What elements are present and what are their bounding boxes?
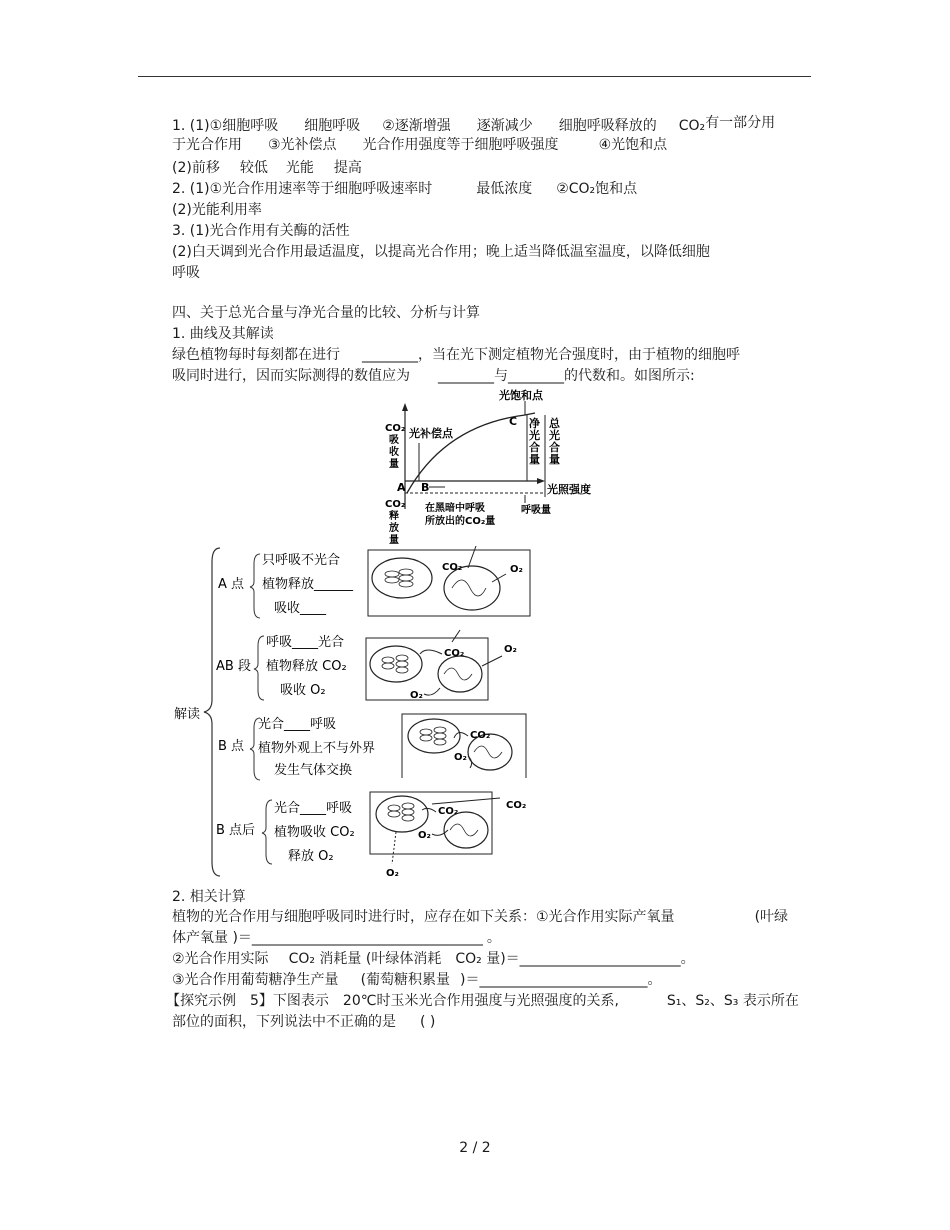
a-o2: O₂ <box>510 564 523 575</box>
answer-line-7 <box>172 243 710 261</box>
header-rule <box>138 76 811 77</box>
text: 20℃时玉米光合作用强度与光照强度的关系, <box>342 993 619 1009</box>
text: 与 <box>494 368 508 384</box>
y-top-2: 收 <box>389 447 399 458</box>
subheading-curve <box>172 325 274 343</box>
ab-line-2: 植物释放 CO₂ <box>266 659 347 674</box>
text: ④光饱和点 <box>598 137 668 153</box>
text: 光合作用强度等于细胞呼吸强度 <box>362 137 559 153</box>
total-1: 光 <box>549 429 560 442</box>
ab-o2-in: O₂ <box>410 690 423 701</box>
text: 提高 <box>333 160 362 176</box>
blank: ________ <box>438 368 494 384</box>
text: 逐渐减少 <box>476 118 533 134</box>
bafter-name: B 点后 <box>216 823 256 838</box>
text: 。 <box>680 951 695 967</box>
bafter-mitochondrion <box>444 812 488 848</box>
text: ( ) <box>420 1014 436 1030</box>
calc-line-1 <box>172 908 788 926</box>
bafter-grana <box>388 803 414 821</box>
text: 较低 <box>239 160 268 176</box>
ab-co2: CO₂ <box>444 648 465 659</box>
answer-line-4 <box>172 180 637 198</box>
ab-up-arrow <box>452 630 460 642</box>
y-bot-1: 释 <box>389 511 399 522</box>
text: 细胞呼吸释放的 <box>558 118 657 134</box>
text: 2. 相关计算 <box>172 889 246 905</box>
blank: ________ <box>362 347 418 363</box>
a-co2: CO₂ <box>442 562 463 573</box>
calc-line-2 <box>172 929 501 947</box>
bafter-cristae <box>450 824 478 836</box>
total-label <box>549 416 564 466</box>
blank: ________ <box>508 368 564 384</box>
ab-cristae <box>444 668 472 680</box>
text: (葡萄糖积累量 <box>360 972 451 988</box>
net-0: 净 <box>529 417 540 430</box>
bafter-co2-out: CO₂ <box>506 800 527 811</box>
answer-line-5 <box>172 201 262 219</box>
text: 1. 曲线及其解读 <box>172 326 274 342</box>
interpretation-diagram <box>170 542 540 882</box>
y-top-3: 量 <box>389 459 399 470</box>
net-3: 量 <box>529 453 540 466</box>
y-bot-3: 量 <box>389 535 399 545</box>
total-0: 总 <box>549 417 560 430</box>
a-line-1: 只呼吸不光合 <box>262 553 341 568</box>
bafter-chloroplast <box>376 796 428 832</box>
a-chloroplast <box>372 558 432 598</box>
bafter-brace <box>262 800 272 864</box>
y-top-1: 吸 <box>389 435 399 446</box>
ab-line-3: 吸收 O₂ <box>280 683 326 698</box>
ab-o2-out: O₂ <box>504 644 517 655</box>
text: 有一部分用 <box>705 115 776 131</box>
a-line-2: 植物释放______ <box>262 577 354 592</box>
calc-line-3 <box>172 950 695 968</box>
text: S₁、S₂、S₃ 表示所在 <box>666 993 799 1009</box>
text: 植物的光合作用与细胞呼吸同时进行时，应存在如下关系：①光合作用实际产氧量 <box>172 909 675 925</box>
text: (2)前移 <box>172 160 220 176</box>
saturation-label: 光饱和点 <box>499 389 543 402</box>
page-number: 2 / 2 <box>459 1140 491 1156</box>
net-2: 合 <box>529 441 540 454</box>
bafter-o2-out: O₂ <box>386 868 399 879</box>
answer-line-8 <box>172 264 200 282</box>
text: 四、关于总光合量与净光合量的比较、分析与计算 <box>172 305 480 321</box>
paragraph-line-1 <box>172 346 740 364</box>
text: (2)白天调到光合作用最适温度，以提高光合作用；晚上适当降低温室温度，以降低细胞 <box>172 244 710 260</box>
text: ②CO₂饱和点 <box>556 181 638 197</box>
answer-line-6 <box>172 222 350 240</box>
bafter-line-3: 释放 O₂ <box>288 849 334 864</box>
b-grana <box>420 727 446 745</box>
bafter-cell-box <box>370 792 492 854</box>
text: 最低浓度 <box>476 181 533 197</box>
calc-heading <box>172 888 246 906</box>
text: 【探究示例 <box>166 993 236 1009</box>
y-top-0: CO₂ <box>385 423 406 434</box>
b-o2: O₂ <box>454 752 467 763</box>
resp-label: 呼吸量 <box>521 505 551 516</box>
text: 。 <box>486 930 501 946</box>
calc-line-4 <box>172 971 662 989</box>
net-1: 光 <box>529 429 540 442</box>
ab-co2-arrow <box>420 650 442 654</box>
a-line-3: 吸收____ <box>274 601 327 616</box>
b-line-3: 发生气体交换 <box>274 763 353 778</box>
bafter-o2-in: O₂ <box>418 830 431 841</box>
total-2: 合 <box>549 441 560 454</box>
text: CO₂ <box>678 118 706 134</box>
bafter-o2-arrow <box>432 830 448 835</box>
ab-name: AB 段 <box>216 659 251 674</box>
text: )＝ <box>460 972 480 988</box>
ab-mitochondrion <box>438 656 482 692</box>
total-3: 量 <box>549 453 560 466</box>
blank: ________________________ <box>479 972 648 988</box>
interpret-title: 解读 <box>174 707 201 722</box>
a-grana <box>385 569 413 587</box>
dark-label-1: 在黑暗中呼吸 <box>425 503 485 514</box>
ab-o2-out-arrow <box>482 656 502 666</box>
a-point-name: A 点 <box>218 577 245 592</box>
text: 细胞呼吸 <box>304 118 361 134</box>
bafter-line-2: 植物吸收 CO₂ <box>274 825 355 840</box>
b-line-1: 光合____呼吸 <box>258 717 337 732</box>
y-bottom-label <box>385 499 409 545</box>
text: 3. (1)光合作用有关酶的活性 <box>172 223 350 239</box>
text: 体产氧量 )＝ <box>172 930 252 946</box>
text: 5】下图表示 <box>250 993 329 1009</box>
text: CO₂ 消耗量 (叶绿体消耗 <box>288 951 442 967</box>
blank: _______________________ <box>519 951 681 967</box>
bafter-line-1: 光合____呼吸 <box>274 801 353 816</box>
text: (2)光能利用率 <box>172 202 262 218</box>
section-heading <box>172 304 480 322</box>
b-line-2: 植物外观上不与外界 <box>258 741 376 756</box>
bafter-co2: CO₂ <box>438 806 459 817</box>
b-co2-arrow <box>454 732 468 738</box>
ab-line-1: 呼吸____光合 <box>266 635 345 650</box>
ab-brace <box>254 636 264 700</box>
y-axis-arrow <box>402 403 408 411</box>
a-label: A <box>397 481 406 494</box>
text: 部位的面积，下列说法中不正确的是 <box>172 1014 396 1030</box>
b-label: B <box>421 481 430 494</box>
b-cell-box <box>402 714 526 778</box>
text: (叶绿 <box>754 909 789 925</box>
photosynthesis-graph <box>375 385 615 545</box>
example-line-1 <box>166 992 799 1010</box>
text: ③光合作用葡萄糖净生产量 <box>172 972 339 988</box>
blank: _________________________________ <box>251 930 483 946</box>
bafter-co2-in-arrow <box>432 798 500 804</box>
b-name: B 点 <box>218 739 245 754</box>
paragraph-line-2 <box>172 367 695 385</box>
answer-line-1 <box>172 117 775 135</box>
text: ②逐渐增强 <box>382 118 451 134</box>
text: 的代数和。如图所示: <box>564 368 695 384</box>
text: 2. (1)①光合作用速率等于细胞呼吸速率时 <box>172 181 433 197</box>
text: 光能 <box>285 160 314 176</box>
ab-grana <box>382 655 408 673</box>
ab-o2-arrow <box>424 688 440 695</box>
b-cristae <box>474 746 502 758</box>
example-line-2 <box>172 1013 435 1031</box>
compensation-label: 光补偿点 <box>409 427 453 440</box>
text: 吸同时进行，因而实际测得的数值应为 <box>172 368 410 384</box>
text: 。 <box>647 972 662 988</box>
text: 呼吸 <box>172 265 200 281</box>
dark-label-2: 所放出的CO₂量 <box>425 516 496 527</box>
bafter-o2-out-arrow <box>392 832 396 864</box>
x-axis-arrow <box>537 478 545 484</box>
text: 于光合作用 <box>172 137 242 153</box>
a-co2-arrow <box>468 546 476 568</box>
c-label: C <box>509 415 518 428</box>
answer-line-2 <box>172 136 667 154</box>
text: ，当在光下测定植物光合强度时，由于植物的细胞呼 <box>418 347 740 363</box>
a-brace <box>250 554 260 618</box>
bafter-co2-arrow <box>422 808 436 812</box>
b-co2: CO₂ <box>470 730 491 741</box>
y-bot-2: 放 <box>389 523 399 534</box>
text: 1. (1)①细胞呼吸 <box>172 118 279 134</box>
x-label: 光照强度 <box>547 483 591 496</box>
text: ②光合作用实际 <box>172 951 269 967</box>
net-label <box>529 416 544 466</box>
y-bot-0: CO₂ <box>385 499 406 510</box>
a-cristae <box>452 580 486 596</box>
text: CO₂ 量)＝ <box>455 951 520 967</box>
text: 绿色植物每时每刻都在进行 <box>172 347 340 363</box>
answer-line-3 <box>172 159 362 177</box>
text: ③光补偿点 <box>268 137 337 153</box>
